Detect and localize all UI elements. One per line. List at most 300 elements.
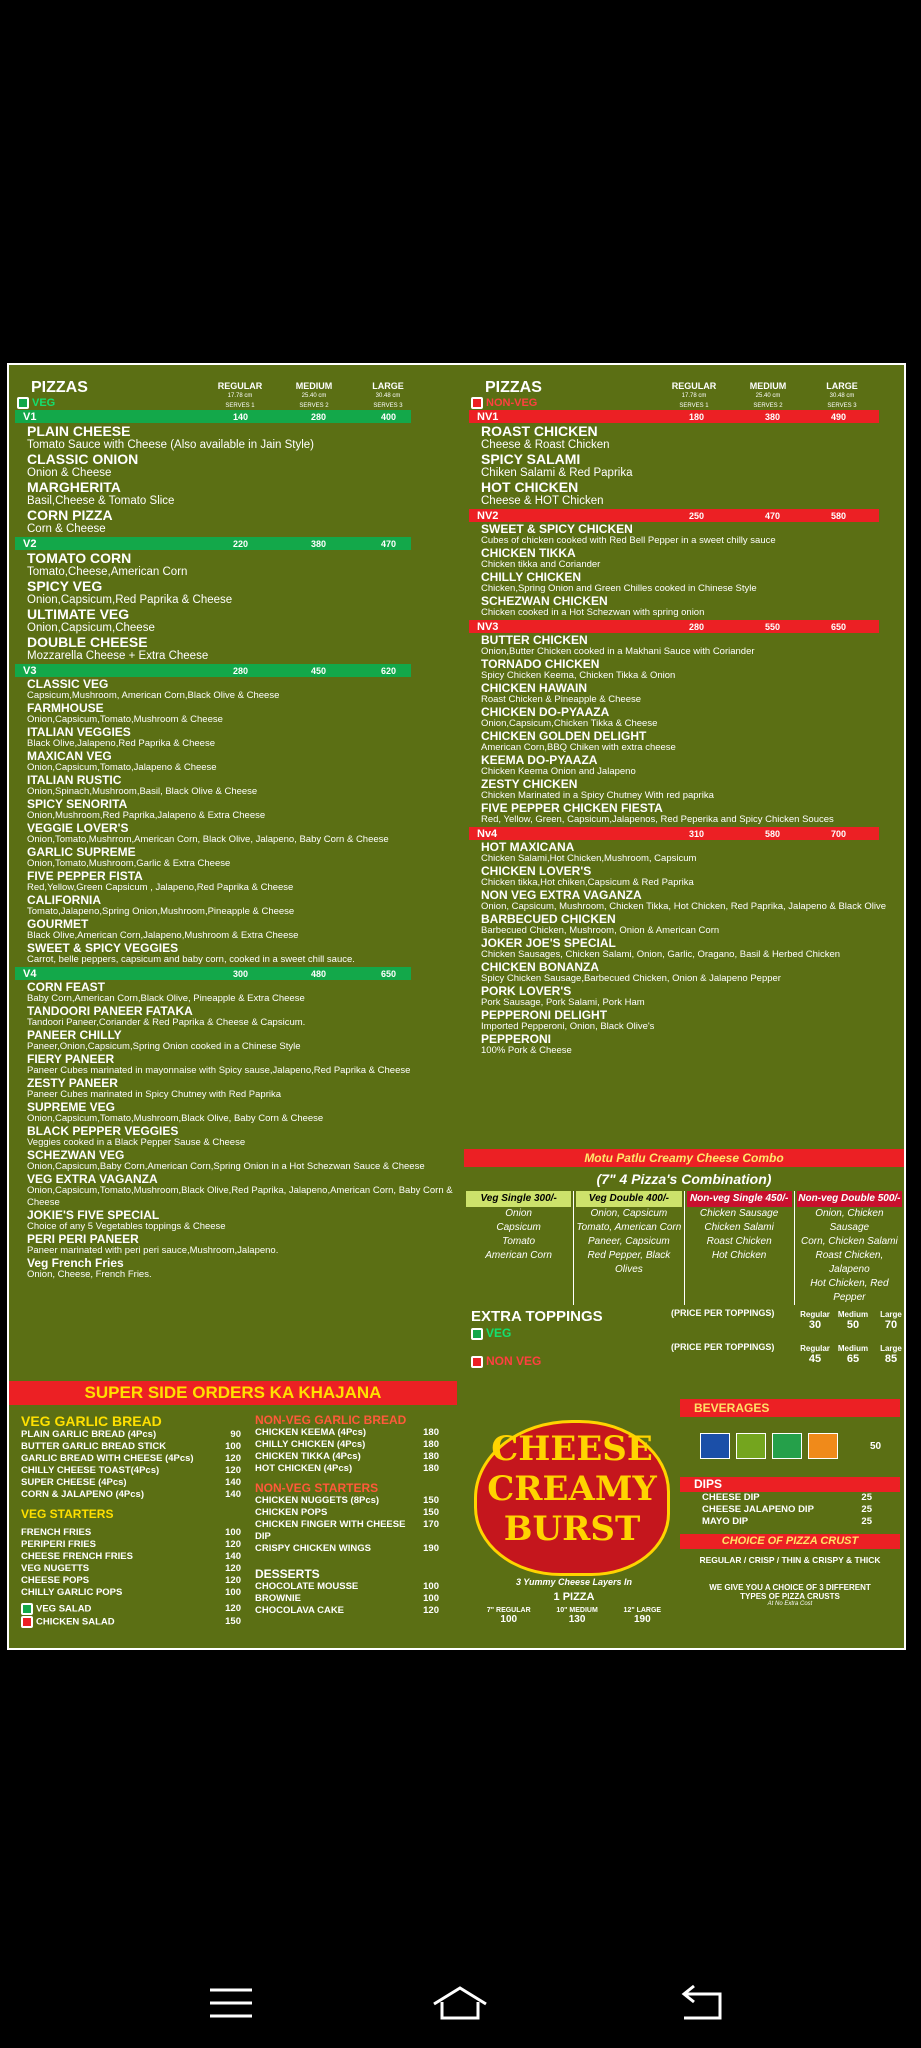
combo-columns bbox=[464, 1191, 904, 1305]
price-bar bbox=[469, 827, 879, 840]
group-price: 550 bbox=[765, 621, 781, 632]
combo-col-head: Veg Double 400/- bbox=[576, 1191, 681, 1207]
size-headers bbox=[657, 381, 879, 411]
pizza-item bbox=[15, 635, 465, 663]
pizza-name: ZESTY PANEER bbox=[27, 1076, 118, 1090]
size-name: LARGE bbox=[372, 381, 404, 391]
pizza-desc: Chicken cooked in a Hot Schezwan with spring onion bbox=[481, 607, 705, 618]
size-name: MEDIUM bbox=[749, 381, 787, 391]
burst-size-price: 190 bbox=[633, 1614, 651, 1625]
pizza-desc: Onion,Butter Chicken cooked in a Makhani Sauce with Coriander bbox=[481, 646, 755, 657]
pizza-name: HOT CHICKEN bbox=[481, 479, 579, 495]
beverages-title: BEVERAGES bbox=[680, 1399, 900, 1417]
price-bar bbox=[15, 967, 411, 980]
pizza-type-badge bbox=[17, 397, 55, 409]
pizza-item bbox=[15, 551, 465, 579]
recents-button[interactable] bbox=[206, 1978, 256, 2028]
group-price: 380 bbox=[765, 411, 781, 422]
pizza-item bbox=[15, 1053, 465, 1077]
topping-price: 30 bbox=[808, 1319, 822, 1331]
pizza-desc: Onion,Tomato,Mushrrom,American Corn, Black Olive, Jalapeno, Baby Corn & Cheese bbox=[27, 834, 389, 845]
pizza-desc: Black Olive,Jalapeno,Red Paprika & Cheese bbox=[27, 738, 215, 749]
pizza-item bbox=[15, 1149, 465, 1173]
price-bar bbox=[469, 410, 879, 423]
pizza-item bbox=[469, 730, 906, 754]
size-name: REGULAR bbox=[217, 381, 263, 391]
back-button[interactable] bbox=[676, 1978, 726, 2028]
combo-col bbox=[573, 1191, 683, 1305]
crust-note1: WE GIVE YOU A CHOICE OF 3 DIFFERENT bbox=[709, 1583, 871, 1592]
burst-size-name: 7" REGULAR bbox=[486, 1607, 531, 1614]
crust-note3: At No Extra Cost bbox=[767, 1601, 813, 1607]
pizza-name: CHICKEN DO-PYAAZA bbox=[481, 705, 610, 719]
veg-icon bbox=[17, 397, 29, 409]
nv-starters-title: NON-VEG STARTERS bbox=[255, 1481, 379, 1495]
topping-price: 70 bbox=[884, 1319, 898, 1331]
pizza-desc: Onion,Spinach,Mushroom,Basil, Black Olive & Cheese bbox=[27, 786, 258, 797]
pizza-item bbox=[15, 1029, 465, 1053]
burst-size-name: 12" LARGE bbox=[623, 1607, 662, 1614]
pizza-name: PEPPERONI DELIGHT bbox=[481, 1008, 608, 1022]
pizza-item bbox=[469, 634, 906, 658]
side-item-price: 100 bbox=[225, 1587, 241, 1598]
mountain-dew-icon bbox=[736, 1433, 766, 1459]
side-item-name: CHEESE FRENCH FRIES bbox=[21, 1551, 133, 1562]
pizza-desc: Black Olive,American Corn,Jalapeno,Mushroom & Extra Cheese bbox=[27, 930, 299, 941]
side-item bbox=[702, 1516, 872, 1528]
group-price: 220 bbox=[233, 538, 249, 549]
group-price: 470 bbox=[381, 538, 397, 549]
pizza-name: SWEET & SPICY VEGGIES bbox=[27, 941, 179, 955]
combo-line: Red Pepper, Black Olives bbox=[587, 1250, 671, 1275]
price-bar bbox=[469, 509, 879, 522]
price-bar bbox=[15, 410, 411, 423]
pizza-item bbox=[469, 1033, 906, 1057]
size-diameter: 25.40 cm bbox=[301, 393, 327, 399]
cheese-burst-logo bbox=[474, 1420, 670, 1576]
pizza-name: BARBECUED CHICKEN bbox=[481, 912, 616, 926]
pizza-name: GARLIC SUPREME bbox=[27, 845, 136, 859]
group-code: NV3 bbox=[477, 620, 499, 633]
pizza-item bbox=[15, 726, 465, 750]
pizza-desc: Chicken tikka and Coriander bbox=[481, 559, 601, 570]
combo-title: Motu Patlu Creamy Cheese Combo bbox=[464, 1149, 904, 1167]
topping-price-col bbox=[872, 1310, 906, 1331]
group-price: 650 bbox=[831, 621, 847, 632]
side-item bbox=[255, 1439, 439, 1451]
size-diameter: 25.40 cm bbox=[755, 393, 781, 399]
pizza-item bbox=[469, 424, 906, 452]
combo-line: American Corn bbox=[485, 1250, 552, 1261]
pizza-desc: Chicken Salami,Hot Chicken,Mushroom, Capsicum bbox=[481, 853, 697, 864]
group-price: 400 bbox=[381, 411, 397, 422]
group-price: 700 bbox=[831, 828, 847, 839]
toppings-nonveg-label: NON VEG bbox=[486, 1354, 542, 1368]
extra-toppings bbox=[471, 1308, 901, 1380]
side-item-name: HOT CHICKEN (4Pcs) bbox=[255, 1463, 353, 1474]
pizza-item bbox=[15, 918, 465, 942]
group-price: 310 bbox=[689, 828, 705, 839]
size-header bbox=[657, 381, 731, 411]
pizza-name: MARGHERITA bbox=[27, 479, 121, 495]
side-item-name: BROWNIE bbox=[255, 1593, 301, 1604]
side-item-price: 120 bbox=[423, 1605, 439, 1616]
size-name: LARGE bbox=[826, 381, 858, 391]
pizza-name: CHICKEN BONANZA bbox=[481, 960, 599, 974]
size-diameter: 30.48 cm bbox=[829, 393, 855, 399]
pizza-desc: Capsicum,Mushroom, American Corn,Black Olive & Cheese bbox=[27, 690, 280, 701]
topping-size-label: Large bbox=[880, 1310, 902, 1319]
side-item-name: CRISPY CHICKEN WINGS bbox=[255, 1543, 371, 1554]
pizza-desc: Pork Sausage, Pork Salami, Pork Ham bbox=[481, 997, 645, 1008]
side-item bbox=[255, 1543, 439, 1555]
combo-col bbox=[464, 1191, 573, 1305]
back-icon bbox=[676, 1978, 726, 2028]
topping-price-col bbox=[834, 1344, 872, 1365]
veg-garlic-title: VEG GARLIC BREAD bbox=[21, 1413, 162, 1429]
pizza-name: GOURMET bbox=[27, 917, 89, 931]
crust-title: CHOICE OF PIZZA CRUST bbox=[680, 1534, 900, 1549]
pizza-item bbox=[469, 523, 906, 547]
pizza-name: DOUBLE CHEESE bbox=[27, 634, 148, 650]
pizza-type-label: VEG bbox=[32, 397, 56, 409]
veg-starters-title: VEG STARTERS bbox=[21, 1507, 114, 1521]
topping-price: 50 bbox=[846, 1319, 860, 1331]
pizza-name: CORN FEAST bbox=[27, 980, 105, 994]
pizza-desc: Onion,Capsicum,Cheese bbox=[27, 622, 155, 634]
side-item bbox=[255, 1451, 439, 1463]
pizza-desc: Tomato,Jalapeno,Spring Onion,Mushroom,Pineapple & Cheese bbox=[27, 906, 295, 917]
pizza-desc: Roast Chicken & Pineapple & Cheese bbox=[481, 694, 642, 705]
combo-section bbox=[464, 1149, 904, 1303]
side-item bbox=[255, 1581, 439, 1593]
pizza-item bbox=[15, 822, 465, 846]
pizza-desc: Chiken Salami & Red Paprika bbox=[481, 467, 633, 479]
size-headers bbox=[203, 381, 425, 411]
side-item bbox=[21, 1527, 241, 1539]
combo-subtitle: (7" 4 Pizza's Combination) bbox=[596, 1171, 772, 1187]
pizza-name: ULTIMATE VEG bbox=[27, 606, 130, 622]
side-item-name: GARLIC BREAD WITH CHEESE (4Pcs) bbox=[21, 1453, 194, 1464]
side-item-price: 150 bbox=[423, 1507, 439, 1518]
pizza-name: FIVE PEPPER FISTA bbox=[27, 869, 143, 883]
burst-line3: BURST bbox=[503, 1509, 641, 1549]
pizza-name: SPICY SENORITA bbox=[27, 797, 128, 811]
group-price: 250 bbox=[689, 510, 705, 521]
nonveg-icon bbox=[471, 1356, 483, 1368]
nonveg-sides bbox=[255, 1413, 439, 1617]
pizza-item bbox=[469, 706, 906, 730]
pizza-desc: Choice of any 5 Vegetables toppings & Cheese bbox=[27, 1221, 226, 1232]
salad-item bbox=[21, 1616, 241, 1629]
pizza-desc: Mozzarella Cheese + Extra Cheese bbox=[27, 650, 209, 662]
side-item bbox=[21, 1563, 241, 1575]
pizza-desc: Cheese & Roast Chicken bbox=[481, 439, 610, 451]
side-item bbox=[255, 1519, 439, 1543]
side-item-price: 25 bbox=[861, 1492, 872, 1503]
menu-lines-icon bbox=[206, 1978, 256, 2028]
pizza-desc: Chicken Marinated in a Spicy Chutney With red paprika bbox=[481, 790, 714, 801]
pizza-item bbox=[15, 678, 465, 702]
pizza-name: ROAST CHICKEN bbox=[481, 423, 598, 439]
side-item-price: 90 bbox=[230, 1429, 241, 1440]
pizza-name: FARMHOUSE bbox=[27, 701, 104, 715]
pizza-item bbox=[15, 1005, 465, 1029]
size-header bbox=[351, 381, 425, 411]
pizza-desc: 100% Pork & Cheese bbox=[481, 1045, 572, 1056]
side-item-price: 180 bbox=[423, 1439, 439, 1450]
menu-image bbox=[7, 363, 906, 1650]
pizza-desc: Basil,Cheese & Tomato Slice bbox=[27, 495, 175, 507]
pizza-item bbox=[469, 913, 906, 937]
side-item-price: 120 bbox=[225, 1465, 241, 1476]
side-item bbox=[21, 1477, 241, 1489]
pizza-item bbox=[15, 942, 465, 966]
nonveg-icon bbox=[471, 397, 483, 409]
group-price: 280 bbox=[311, 411, 327, 422]
side-item bbox=[21, 1441, 241, 1453]
side-item bbox=[21, 1587, 241, 1599]
side-item bbox=[702, 1504, 872, 1516]
pizza-type-label: NON-VEG bbox=[486, 397, 538, 409]
pizza-desc: Onion,Capsicum,Tomato,Mushroom,Black Olive,Red Paprika, Jalapeno,American Corn, Baby Corn & Cheese bbox=[27, 1185, 453, 1208]
side-item-name: MAYO DIP bbox=[702, 1516, 749, 1527]
salad-name: CHICKEN SALAD bbox=[36, 1616, 115, 1628]
combo-line: Paneer, Capsicum bbox=[588, 1236, 670, 1247]
pizza-desc: American Corn,BBQ Chiken with extra cheese bbox=[481, 742, 676, 753]
pizza-desc: Onion, Cheese, French Fries. bbox=[27, 1269, 152, 1280]
pizza-item bbox=[469, 985, 906, 1009]
pizza-item bbox=[469, 595, 906, 619]
pizza-name: PLAIN CHEESE bbox=[27, 423, 131, 439]
pizza-item bbox=[469, 658, 906, 682]
topping-size-label: Regular bbox=[800, 1344, 830, 1353]
pizza-name: CHICKEN HAWAIN bbox=[481, 681, 588, 695]
size-diameter: 30.48 cm bbox=[375, 393, 401, 399]
combo-line: Tomato bbox=[502, 1236, 536, 1247]
pizza-desc: Baby Corn,American Corn,Black Olive, Pineapple & Extra Cheese bbox=[27, 993, 305, 1004]
pizza-item bbox=[469, 865, 906, 889]
group-price: 580 bbox=[765, 828, 781, 839]
side-item-name: CHICKEN KEEMA (4Pcs) bbox=[255, 1427, 367, 1438]
pizza-name: CORN PIZZA bbox=[27, 507, 113, 523]
crust-note2: TYPES OF PIZZA CRUSTS bbox=[740, 1592, 840, 1601]
side-item bbox=[21, 1489, 241, 1501]
pizza-item bbox=[469, 480, 906, 508]
veg-sides bbox=[21, 1413, 241, 1628]
pizza-desc: Spicy Chicken Keema, Chicken Tikka & Onion bbox=[481, 670, 676, 681]
group-price: 300 bbox=[233, 968, 249, 979]
pizza-item bbox=[15, 508, 465, 536]
topping-price-col bbox=[834, 1310, 872, 1331]
side-item-price: 170 bbox=[423, 1519, 439, 1530]
pepsi-icon bbox=[700, 1433, 730, 1459]
pizza-name: SUPREME VEG bbox=[27, 1100, 116, 1114]
pizza-name: TOMATO CORN bbox=[27, 550, 132, 566]
side-item bbox=[255, 1605, 439, 1617]
home-button[interactable] bbox=[430, 1978, 480, 2028]
side-item-name: FRENCH FRIES bbox=[21, 1527, 92, 1538]
side-item-name: CHICKEN POPS bbox=[255, 1507, 328, 1518]
toppings-veg-label: VEG bbox=[486, 1326, 512, 1340]
salad-price: 120 bbox=[225, 1603, 241, 1614]
pizza-item bbox=[469, 802, 906, 826]
pizza-desc: Chicken Sausages, Chicken Salami, Onion, Garlic, Oragano, Basil & Herbed Chicken bbox=[481, 949, 841, 960]
side-item-name: CHEESE JALAPENO DIP bbox=[702, 1504, 814, 1515]
combo-line: Onion, Capsicum bbox=[590, 1208, 668, 1219]
side-item-price: 120 bbox=[225, 1453, 241, 1464]
combo-col-head: Non-veg Double 500/- bbox=[797, 1191, 902, 1207]
pizza-desc: Onion,Mushroom,Red Paprika,Jalapeno & Extra Cheese bbox=[27, 810, 266, 821]
side-item-name: CHEESE DIP bbox=[702, 1492, 760, 1503]
side-item-name: CORN & JALAPENO (4Pcs) bbox=[21, 1489, 144, 1500]
pizza-desc: Red,Yellow,Green Capsicum , Jalapeno,Red Paprika & Cheese bbox=[27, 882, 294, 893]
combo-col bbox=[684, 1191, 794, 1305]
pizza-desc: Onion,Capsicum,Tomato,Mushroom,Black Olive, Baby Corn & Cheese bbox=[27, 1113, 324, 1124]
pizza-name: VEG EXTRA VAGANZA bbox=[27, 1172, 158, 1186]
group-code: V3 bbox=[23, 664, 37, 677]
pizza-item bbox=[469, 778, 906, 802]
pizza-item bbox=[15, 702, 465, 726]
pizza-name: NON VEG EXTRA VAGANZA bbox=[481, 888, 642, 902]
pizza-desc: Paneer Cubes marinated in Spicy Chutney with Red Paprika bbox=[27, 1089, 281, 1100]
topping-price-col bbox=[796, 1310, 834, 1331]
pizza-name: SWEET & SPICY CHICKEN bbox=[481, 522, 633, 536]
pizza-item bbox=[469, 841, 906, 865]
pizza-desc: Barbecued Chicken, Mushroom, Onion & American Corn bbox=[481, 925, 720, 936]
group-price: 480 bbox=[311, 968, 327, 979]
pizza-item bbox=[469, 547, 906, 571]
toppings-title: EXTRA TOPPINGS bbox=[471, 1308, 603, 1325]
burst-size-price: 100 bbox=[500, 1614, 518, 1625]
combo-col bbox=[794, 1191, 904, 1305]
pizza-name: TANDOORI PANEER FATAKA bbox=[27, 1004, 193, 1018]
pizza-desc: Cubes of chicken cooked with Red Bell Pepper in a sweet chilly sauce bbox=[481, 535, 776, 546]
pizza-item bbox=[15, 750, 465, 774]
pizza-item bbox=[469, 754, 906, 778]
pizza-item bbox=[15, 1125, 465, 1149]
pizza-desc: Paneer,Onion,Capsicum,Spring Onion cooked in a Chinese Style bbox=[27, 1041, 301, 1052]
pizza-desc: Onion,Capsicum,Tomato,Jalapeno & Cheese bbox=[27, 762, 217, 773]
burst-size bbox=[624, 1607, 662, 1625]
side-item bbox=[21, 1453, 241, 1465]
side-item bbox=[255, 1495, 439, 1507]
side-item-price: 180 bbox=[423, 1451, 439, 1462]
side-item bbox=[255, 1427, 439, 1439]
pizza-desc: Paneer marinated with peri peri sauce,Mushroom,Jalapeno. bbox=[27, 1245, 279, 1256]
size-serves: SERVES 2 bbox=[753, 403, 783, 409]
salad-name-wrap bbox=[21, 1616, 115, 1629]
group-price: 380 bbox=[311, 538, 327, 549]
side-item-price: 120 bbox=[225, 1575, 241, 1586]
pizza-desc: Red, Yellow, Green, Capsicum,Jalapenos, Red Peperika and Spicy Chicken Souces bbox=[481, 814, 834, 825]
salad-name-wrap bbox=[21, 1603, 91, 1616]
pizza-item bbox=[15, 981, 465, 1005]
burst-sub2: 1 PIZZA bbox=[553, 1591, 595, 1603]
pizza-desc: Tomato,Cheese,American Corn bbox=[27, 566, 188, 578]
side-item-name: CHILLY GARLIC POPS bbox=[21, 1587, 123, 1598]
topping-price-col bbox=[872, 1344, 906, 1365]
pizza-item bbox=[469, 937, 906, 961]
pizza-name: SPICY VEG bbox=[27, 578, 103, 594]
price-bar bbox=[15, 537, 411, 550]
pizza-item bbox=[15, 579, 465, 607]
group-code: NV1 bbox=[477, 410, 499, 423]
mirinda-icon bbox=[808, 1433, 838, 1459]
side-item-name: CHOCOLATE MOUSSE bbox=[255, 1581, 359, 1592]
group-price: 650 bbox=[381, 968, 397, 979]
pizza-item bbox=[15, 480, 465, 508]
pizza-desc: Onion,Capsicum,Red Paprika & Cheese bbox=[27, 594, 233, 606]
side-item-name: CHILLY CHEESE TOAST(4Pcs) bbox=[21, 1465, 160, 1476]
crust-types: REGULAR / CRISP / THIN & CRISPY & THICK bbox=[699, 1555, 881, 1565]
side-item bbox=[21, 1551, 241, 1563]
combo-col-head: Non-veg Single 450/- bbox=[687, 1191, 792, 1207]
pizza-item bbox=[15, 607, 465, 635]
side-item-price: 180 bbox=[423, 1427, 439, 1438]
combo-line: Onion, Chicken Sausage bbox=[815, 1208, 884, 1233]
side-item-price: 140 bbox=[225, 1477, 241, 1488]
side-item-name: CHILLY CHICKEN (4Pcs) bbox=[255, 1439, 366, 1450]
pizza-item bbox=[15, 1233, 465, 1257]
toppings-veg-note: (PRICE PER TOPPINGS) bbox=[671, 1308, 775, 1318]
combo-line: Corn, Chicken Salami bbox=[801, 1236, 898, 1247]
combo-line: Onion bbox=[505, 1208, 532, 1219]
group-price: 490 bbox=[831, 411, 847, 422]
pizza-desc: Chicken,Spring Onion and Green Chilles cooked in Chinese Style bbox=[481, 583, 757, 594]
pizza-title: PIZZAS bbox=[31, 379, 88, 396]
pizza-name: ITALIAN VEGGIES bbox=[27, 725, 131, 739]
combo-line: Tomato, American Corn bbox=[576, 1222, 682, 1233]
pizza-desc: Onion,Capsicum,Chicken Tikka & Cheese bbox=[481, 718, 658, 729]
pizza-item bbox=[15, 894, 465, 918]
price-bar bbox=[15, 664, 411, 677]
side-item-name: CHICKEN FINGER WITH CHEESE DIP bbox=[255, 1519, 406, 1542]
topping-price: 65 bbox=[846, 1353, 860, 1365]
side-item-name: CHEESE POPS bbox=[21, 1575, 90, 1586]
size-diameter: 17.78 cm bbox=[681, 393, 707, 399]
group-code: V4 bbox=[23, 967, 37, 980]
side-item-price: 150 bbox=[423, 1495, 439, 1506]
nv-garlic-title: NON-VEG GARLIC BREAD bbox=[255, 1413, 407, 1427]
group-price: 580 bbox=[831, 510, 847, 521]
side-item-price: 100 bbox=[423, 1581, 439, 1592]
pizza-name: KEEMA DO-PYAAZA bbox=[481, 753, 598, 767]
side-item bbox=[21, 1539, 241, 1551]
pizza-name: SCHEZWAN CHICKEN bbox=[481, 594, 608, 608]
pizza-item bbox=[15, 452, 465, 480]
pizza-name: PERI PERI PANEER bbox=[27, 1232, 139, 1246]
topping-size-label: Large bbox=[880, 1344, 902, 1353]
toppings-nonveg-note: (PRICE PER TOPPINGS) bbox=[671, 1342, 775, 1352]
price-bar bbox=[469, 620, 879, 633]
pizza-item bbox=[15, 870, 465, 894]
pizza-name: JOKIE'S FIVE SPECIAL bbox=[27, 1208, 160, 1222]
side-item-name: BUTTER GARLIC BREAD STICK bbox=[21, 1441, 167, 1452]
group-price: 140 bbox=[233, 411, 249, 422]
group-price: 470 bbox=[765, 510, 781, 521]
pizza-desc: Chicken Keema Onion and Jalapeno bbox=[481, 766, 636, 777]
pizza-name: BUTTER CHICKEN bbox=[481, 633, 588, 647]
pizza-item bbox=[15, 1077, 465, 1101]
side-item-price: 100 bbox=[225, 1527, 241, 1538]
pizza-name: FIVE PEPPER CHICKEN FIESTA bbox=[481, 801, 663, 815]
pizza-name: JOKER JOE'S SPECIAL bbox=[481, 936, 616, 950]
system-nav-bar bbox=[0, 1960, 921, 2048]
size-header bbox=[277, 381, 351, 411]
pizza-name: PORK LOVER'S bbox=[481, 984, 572, 998]
group-price: 280 bbox=[233, 665, 249, 676]
